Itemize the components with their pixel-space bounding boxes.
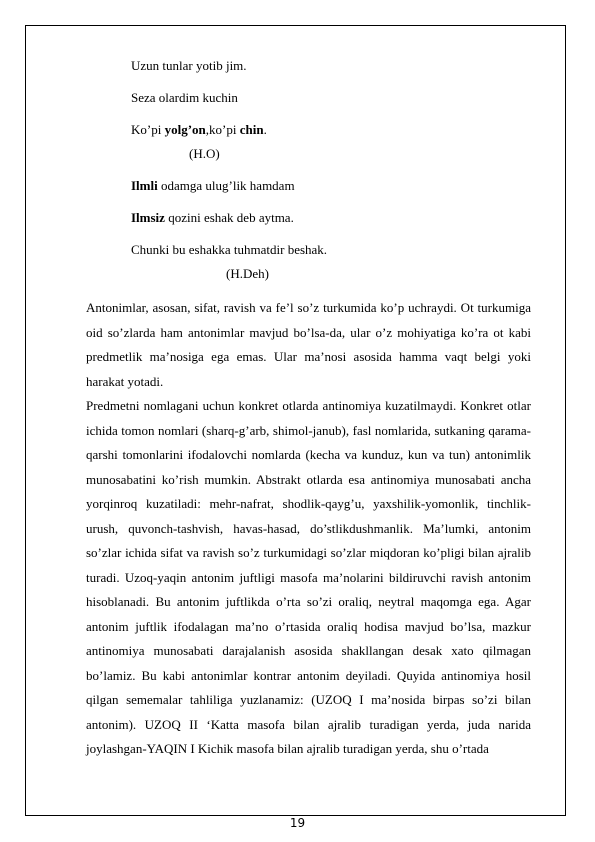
poem1-line3-text-e: . <box>263 122 267 137</box>
body-paragraph-1: Antonimlar, asosan, sifat, ravish va fe’l so’z turkumida ko’p uchraydi. Ot turkumiga oid so’zlarda ham antonimlar mavjud bo’lsa-da, ular o’z mohiyatiga ko’ra ot kabi predmetlik ma’nosiga ega emas. Ular ma’nosi asosida hamma vaqt belgi yoki harakat yotadi. <box>86 300 531 389</box>
poem1-line3-text-c: ,ko’pi <box>205 122 240 137</box>
poem2-attribution: (H.Deh) <box>226 266 269 281</box>
poem2-line2-rest: qozini eshak deb aytma. <box>164 210 294 225</box>
page-number: 19 <box>289 816 306 830</box>
body-paragraph-2: Predmetni nomlagani uchun konkret otlarda antinomiya kuzatilmaydi. Konkret otlar ichida tomon nomlari (sharq-g’arb, shimol-janub), fasl nomlarida, sutkaning qarama-qarshi tomonlarini ifodalovchi nomlarda (kecha va kunduz, kun va tun) antonimlik munosabatini ko’rish mumkin. Abstrakt otlarda esa antinomiya munosabati ancha yorqinroq kuzatiladi: mehr-nafrat, shodlik-qayg’u, yaxshilik-yomonlik, tinchlik-urush, quvonch-tashvish, havas-hasad, do’stlikdushmanlik. Ma’lumki, antonim so’zlar ichida sifat va ravish so’z turkumidagi so’zlar miqdoran ko’pligi bilan ajralib turadi. Uzoq-yaqin antonim juftligi masofa ma’nolarini bildiruvchi ravish antonim hisoblanadi. Bu antonim juftlikda o’rta so’zi oraliq, neytral maqomga ega. Agar antonim juftlik ifodalagan ma’no o’rtasida oraliq hodisa mavjud bo’lsa, mazkur antinomiya munosabati darajalanish asosida shakllangan desak xato qilmagan bo’lamiz. Bu kabi antonimlar kontrar antonim deyiladi. Quyida antinomiya hosil qilgan sememalar tahliliga yuzlanamiz: (UZOQ I ma’nosida birpas so’zi bilan antonim). UZOQ II ‘Katta masofa bilan ajralib turadigan yerda, juda narida joylashgan-YAQIN I Kichik masofa bilan ajralib turadigan yerda, shu o’rtada <box>86 398 531 756</box>
poem1-attribution: (H.O) <box>189 146 220 161</box>
poem1-line3 <box>131 122 267 138</box>
poem2-line1-bold: Ilmli <box>131 178 158 193</box>
poem2-line1 <box>131 178 295 194</box>
poem1-line1: Uzun tunlar yotib jim. <box>131 58 247 73</box>
body-text <box>86 296 531 762</box>
poem1-line3-text-a: Ko’pi <box>131 122 165 137</box>
poem1-line3-bold-a: yolg’on <box>164 122 206 137</box>
poem2-line2-bold: Ilmsiz <box>131 210 165 225</box>
poem2-line2 <box>131 210 294 226</box>
poem1-line2: Seza olardim kuchin <box>131 90 238 105</box>
poem2-line3: Chunki bu eshakka tuhmatdir beshak. <box>131 242 328 257</box>
poem2-line1-rest: odamga ulug’lik hamdam <box>157 178 295 193</box>
poem1-line3-bold-d: chin <box>239 122 264 137</box>
